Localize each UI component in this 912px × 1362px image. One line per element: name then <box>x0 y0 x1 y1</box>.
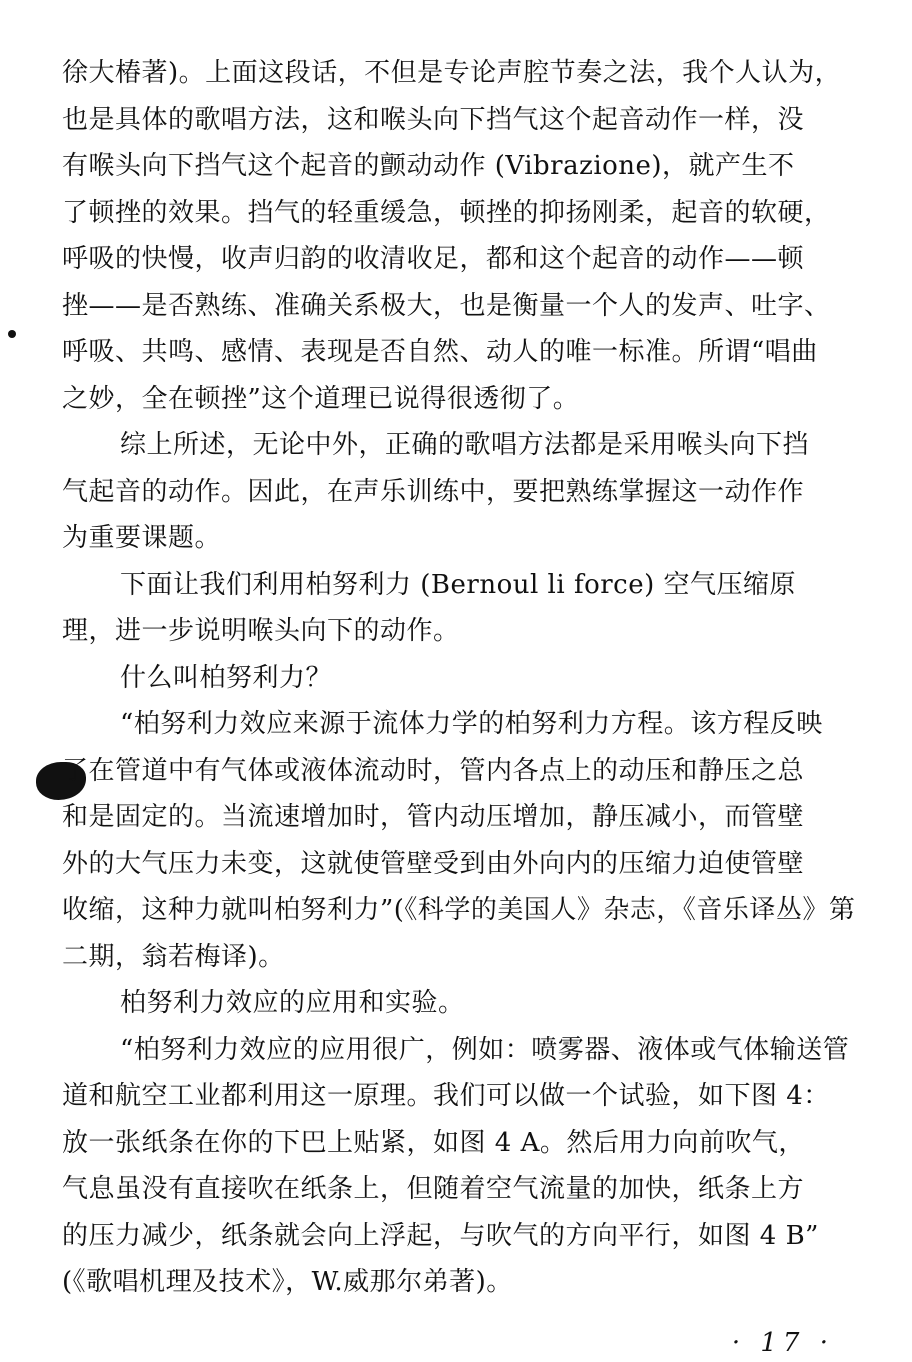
text-line: “柏努利力效应的应用很广，例如：喷雾器、液体或气体输送管 <box>120 1034 850 1065</box>
text-line: 下面让我们利用柏努利力 (Bernoul li force) 空气压缩原 <box>120 569 797 600</box>
text-line: 呼吸的快慢，收声归韵的收清收足，都和这个起音的动作——顿 <box>62 244 805 274</box>
text-line: 柏努利力效应的应用和实验。 <box>120 988 465 1018</box>
text-line: 气息虽没有直接吹在纸条上，但随着空气流量的加快，纸条上方 <box>62 1174 805 1204</box>
text-line: 呼吸、共鸣、感情、表现是否自然、动人的唯一标准。所谓“唱曲 <box>62 337 818 367</box>
text-line: 挫——是否熟练、准确关系极大，也是衡量一个人的发声、吐字、 <box>62 290 831 321</box>
text-line: 放一张纸条在你的下巴上贴紧，如图 4 A。然后用力向前吹气， <box>62 1127 805 1158</box>
text-line: 二期，翁若梅译)。 <box>62 941 285 972</box>
text-line: 和是固定的。当流速增加时，管内动压增加，静压减小，而管壁 <box>62 802 805 832</box>
text-line: 有喉头向下挡气这个起音的颤动动作 (Vibrazione)，就产生不 <box>62 151 795 181</box>
text-line: 也是具体的歌唱方法，这和喉头向下挡气这个起音动作一样，没 <box>62 104 805 135</box>
text-line: 收缩，这种力就叫柏努利力”(《科学的美国人》杂志，《音乐译丛》第 <box>62 895 856 925</box>
text-line: (《歌唱机理及技术》，W.威那尔弟著)。 <box>62 1267 513 1297</box>
text-line: “柏努利力效应来源于流体力学的柏努利力方程。该方程反映 <box>120 709 823 739</box>
ink-dot <box>8 330 16 338</box>
text-line: 综上所述，无论中外，正确的歌唱方法都是采用喉头向下挡 <box>120 430 810 460</box>
text-line: 的压力减少，纸条就会向上浮起，与吹气的方向平行，如图 4 B” <box>62 1220 819 1251</box>
text-line: 理，进一步说明喉头向下的动作。 <box>62 616 460 646</box>
text-line: 气起音的动作。因此，在声乐训练中，要把熟练掌握这一动作作 <box>62 476 805 507</box>
text-line: 了顿挫的效果。挡气的轻重缓急，顿挫的抑扬刚柔，起音的软硬， <box>62 197 831 228</box>
text-line: 之妙，全在顿挫”这个道理已说得很透彻了。 <box>62 383 580 414</box>
text-line: 为重要课题。 <box>62 523 222 553</box>
text-line: 外的大气压力未变，这就使管壁受到由外向内的压缩力迫使管壁 <box>62 848 805 879</box>
text-line: 了在管道中有气体或液体流动时，管内各点上的动压和静压之总 <box>62 755 805 786</box>
text-line: 什么叫柏努利力？ <box>120 662 333 693</box>
text-line: 徐大椿著)。上面这段话，不但是专论声腔节奏之法，我个人认为， <box>62 58 842 88</box>
body-text <box>62 50 862 1306</box>
page-number: · 17 · <box>731 1328 834 1358</box>
text-line: 道和航空工业都利用这一原理。我们可以做一个试验，如下图 4： <box>62 1081 830 1111</box>
